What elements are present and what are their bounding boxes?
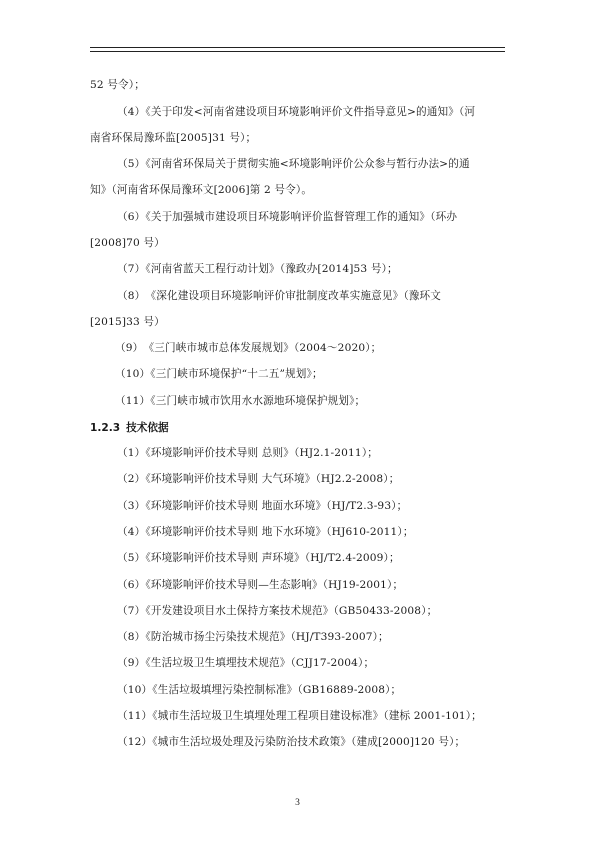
text-line: [2015]33 号） [90, 316, 165, 328]
text-line: 南省环保局豫环监[2005]31 号）； [90, 132, 257, 144]
list-item: （8）《防治城市扬尘污染技术规范》（HJ/T393-2007）； [117, 631, 389, 643]
text-line: （7）《河南省蓝天工程行动计划》（豫政办[2014]53 号）； [117, 263, 398, 275]
text-line: （5）《河南省环保局关于贯彻实施<环境影响评价公众参与暂行办法>的通 [117, 158, 470, 170]
list-item: （12）《城市生活垃圾处理及污染防治技术政策》（建成[2000]120 号）； [117, 736, 466, 748]
section-title: 技术依据 [126, 422, 169, 434]
text-line: 52 号令）； [90, 79, 145, 91]
text-line: （6）《关于加强城市建设项目环境影响评价监督管理工作的通知》（环办 [117, 211, 458, 223]
list-item: （7）《开发建设项目水土保持方案技术规范》（GB50433-2008）； [117, 605, 438, 617]
list-item: （1）《环境影响评价技术导则 总则》（HJ2.1-2011）； [117, 447, 379, 459]
header-rule-bottom [90, 51, 505, 52]
header-rule-top [90, 47, 505, 48]
text-line: [2008]70 号） [90, 237, 165, 249]
text-line: （4）《关于印发<河南省建设项目环境影响评价文件指导意见>的通知》（河 [117, 106, 476, 118]
text-line: （11）《三门峡市城市饮用水水源地环境保护规划》； [115, 395, 366, 407]
text-line: 知》（河南省环保局豫环文[2006]第 2 号令）。 [90, 184, 313, 196]
section-heading [90, 420, 169, 435]
section-number: 1.2.3 [90, 422, 121, 434]
list-item: （9）《生活垃圾卫生填埋技术规范》（CJJ17-2004）； [117, 657, 375, 669]
list-item: （6）《环境影响评价技术导则—生态影响》（HJ19-2001）； [117, 579, 404, 591]
text-line: （10）《三门峡市环境保护“十二五”规划》； [115, 368, 323, 380]
list-item: （4）《环境影响评价技术导则 地下水环境》（HJ610-2011）； [117, 526, 414, 538]
list-item: （5）《环境影响评价技术导则 声环境》（HJ/T2.4-2009）； [117, 552, 400, 564]
list-item: （2）《环境影响评价技术导则 大气环境》（HJ2.2-2008）； [117, 473, 400, 485]
list-item: （3）《环境影响评价技术导则 地面水环境》（HJ/T2.3-93）； [117, 500, 408, 512]
list-item: （11）《城市生活垃圾卫生填埋处理工程项目建设标准》（建标 2001-101）； [117, 710, 482, 722]
list-item: （10）《生活垃圾填埋污染控制标准》（GB16889-2008）； [117, 684, 402, 696]
text-line: （9） 《三门峡市城市总体发展规划》（2004～2020）； [115, 342, 382, 354]
page-number: 3 [295, 798, 300, 808]
text-line: （8） 《深化建设项目环境影响评价审批制度改革实施意见》（豫环文 [117, 290, 442, 302]
